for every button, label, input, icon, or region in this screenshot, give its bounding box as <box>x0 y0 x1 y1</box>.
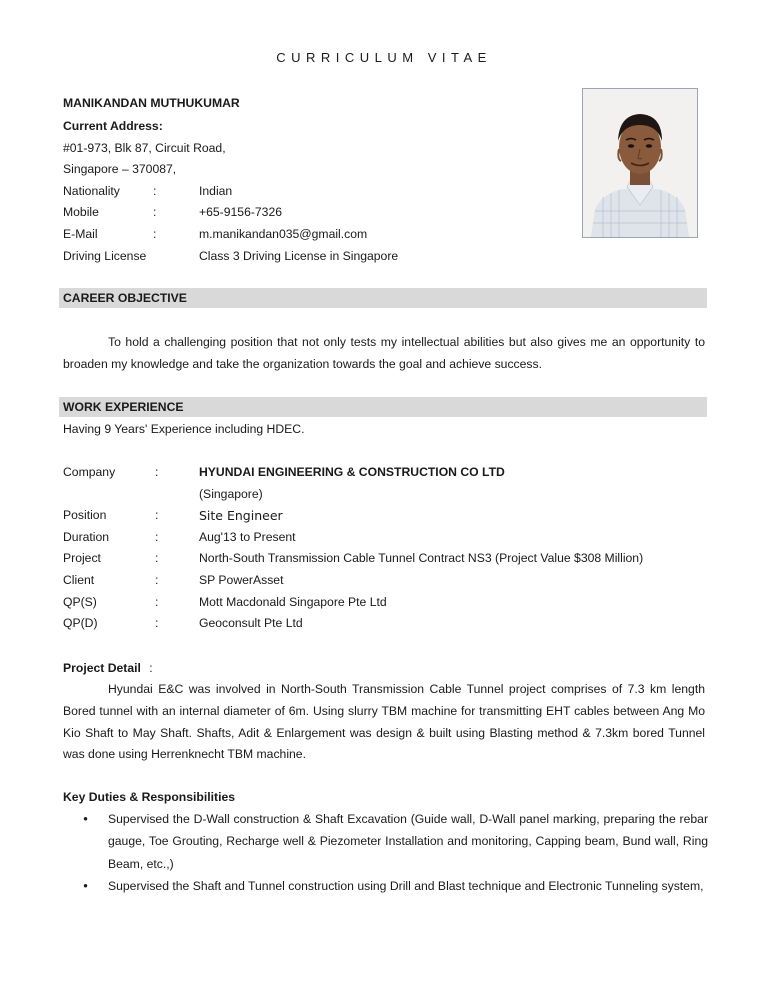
driving-license-row <box>63 246 398 268</box>
duties-heading: Key Duties & Responsibilities <box>63 790 236 804</box>
duration-value: Aug'13 to Present <box>199 529 296 544</box>
email-row <box>63 224 398 246</box>
qpd-row <box>63 613 643 635</box>
project-value: North-South Transmission Cable Tunnel Contract NS3 (Project Value $308 Million) <box>199 551 644 566</box>
mobile-sep: : <box>153 205 157 220</box>
nationality-sep: : <box>153 183 157 198</box>
client-label: Client <box>63 572 95 587</box>
list-item <box>63 808 708 875</box>
qps-label: QP(S) <box>63 594 97 609</box>
career-objective-heading: CAREER OBJECTIVE <box>59 288 707 308</box>
duration-row <box>63 527 643 549</box>
project-detail-text: Hyundai E&C was involved in North-South Transmission Cable Tunnel project comprises of 7.3 km length Bored tunnel with an internal diameter of 6m. Using slurry TBM machine for transmitting EHT cables between Ang Mo Kio Shaft to May Shaft. Shafts, Adit & Enlargement was design & built using Blasting method & 7.3km bored Tunnel was done using Herrenknecht TBM machine. <box>63 682 705 762</box>
address-heading: Current Address: <box>63 119 163 133</box>
email-value: m.manikandan035@gmail.com <box>199 226 368 241</box>
company-name: HYUNDAI ENGINEERING & CONSTRUCTION CO LTD <box>199 465 505 479</box>
company-location-row <box>63 484 643 506</box>
position-sep: : <box>155 508 159 523</box>
qps-sep: : <box>155 594 159 609</box>
list-item <box>63 875 708 897</box>
company-sep: : <box>155 465 159 479</box>
position-label: Position <box>63 508 107 523</box>
experience-summary: Having 9 Years' Experience including HDEC. <box>63 422 305 436</box>
address-line-1: #01-973, Blk 87, Circuit Road, <box>63 140 226 155</box>
project-label: Project <box>63 551 101 566</box>
driving-license-label: Driving License <box>63 248 147 263</box>
qpd-sep: : <box>155 616 159 631</box>
duties-list <box>63 808 708 898</box>
qps-row <box>63 592 643 614</box>
duty-text: Supervised the Shaft and Tunnel construction using Drill and Blast technique and Electronic Tunneling system, <box>108 879 704 894</box>
contact-block <box>63 116 398 267</box>
qpd-label: QP(D) <box>63 616 98 631</box>
company-label: Company <box>63 465 116 479</box>
bullet-icon: • <box>83 811 88 826</box>
email-sep: : <box>153 226 157 241</box>
mobile-row <box>63 202 398 224</box>
email-label: E-Mail <box>63 226 98 241</box>
client-value: SP PowerAsset <box>199 572 284 587</box>
project-row <box>63 548 643 570</box>
qpd-value: Geoconsult Pte Ltd <box>199 616 303 631</box>
nationality-row <box>63 181 398 203</box>
duration-label: Duration <box>63 529 110 544</box>
document-title: CURRICULUM VITAE <box>276 50 492 65</box>
mobile-value: +65-9156-7326 <box>199 205 283 220</box>
candidate-name: MANIKANDAN MUTHUKUMAR <box>63 96 240 110</box>
company-row <box>63 462 643 484</box>
portrait-image <box>583 89 697 237</box>
career-objective-text: To hold a challenging position that not only tests my intellectual abilities but also gives me an opportunity to broaden my knowledge and take the organization towards the goal and achieve success. <box>63 335 705 371</box>
duty-text: Supervised the D-Wall construction & Shaft Excavation (Guide wall, D-Wall panel marking, preparing the rebar gauge, Toe Grouting, Recharge well & Piezometer Installation and monitoring, Capping beam, Bund wall, Ring Beam, etc.,) <box>108 812 708 871</box>
work-experience-heading: WORK EXPERIENCE <box>59 397 707 417</box>
project-sep: : <box>155 551 159 566</box>
position-row <box>63 505 643 527</box>
qps-value: Mott Macdonald Singapore Pte Ltd <box>199 594 387 609</box>
bullet-icon: • <box>83 878 88 894</box>
position-value: Site Engineer <box>199 508 283 524</box>
project-detail-sep: : <box>149 661 153 675</box>
duration-sep: : <box>155 529 159 544</box>
mobile-label: Mobile <box>63 205 99 220</box>
project-detail-heading: Project Detail <box>63 661 141 675</box>
profile-photo <box>582 88 698 238</box>
nationality-label: Nationality <box>63 183 120 198</box>
driving-license-value: Class 3 Driving License in Singapore <box>199 248 399 263</box>
company-location: (Singapore) <box>199 486 263 501</box>
job-details <box>63 462 643 635</box>
address-line-2: Singapore – 370087, <box>63 162 177 177</box>
client-row <box>63 570 643 592</box>
nationality-value: Indian <box>199 183 233 198</box>
client-sep: : <box>155 572 159 587</box>
project-detail-heading-row <box>63 658 705 680</box>
